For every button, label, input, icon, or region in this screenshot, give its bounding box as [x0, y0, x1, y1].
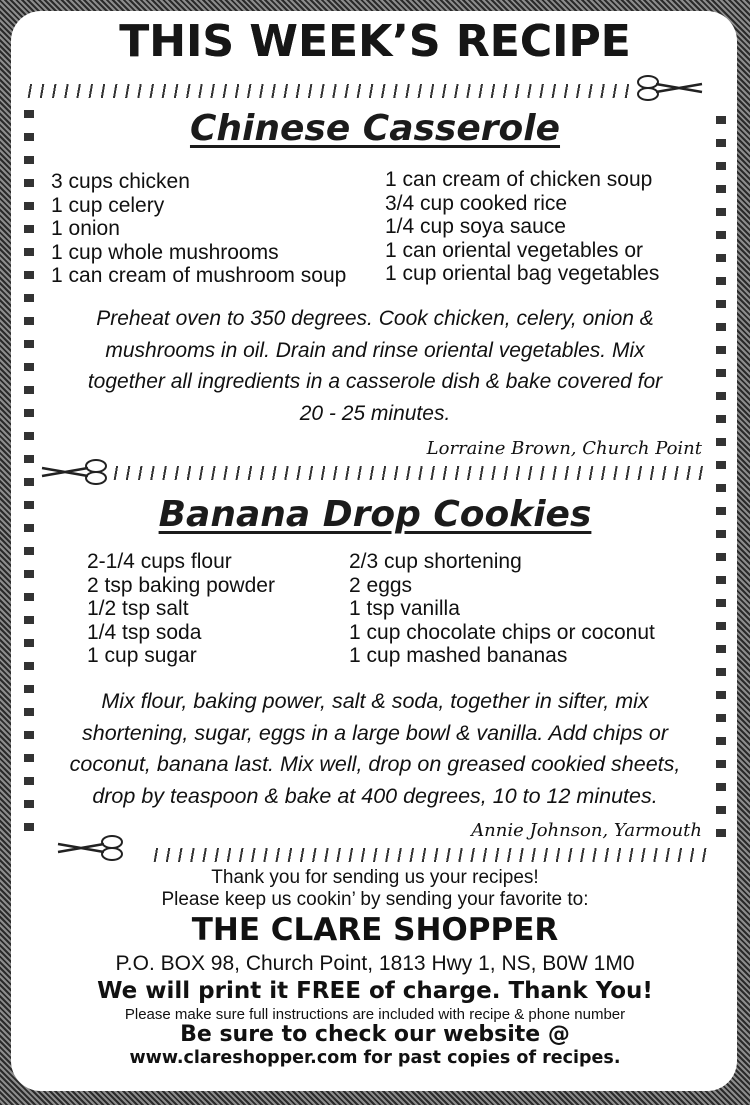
free-print-text: We will print it FREE of charge. Thank You!: [97, 978, 653, 1004]
scissors-icon: [40, 458, 110, 486]
submission-text: Please keep us cookin’ by sending your favorite to:: [161, 889, 589, 910]
recipe-instructions: Mix flour, baking power, salt & soda, together in sifter, mix shortening, sugar, eggs in a large bowl & vanilla. Add chips or coconut, banana last. Mix well, drop on greased cookied sheets, drop by teaspoon & bake at 400 degrees, 10 to 12 minutes.: [69, 689, 681, 808]
recipe-title-banana-drop-cookies: Banana Drop Cookies: [158, 494, 592, 535]
ingredients-right: [349, 550, 655, 668]
ingredient: 2/3 cup shortening: [349, 550, 522, 573]
ingredient: 2 eggs: [349, 573, 413, 597]
recipe-title-chinese-casserole: Chinese Casserole: [189, 108, 561, 149]
ingredients-left: [51, 170, 346, 288]
ingredient: 1 can cream of chicken soup: [385, 168, 653, 191]
ingredient: 1 onion: [51, 217, 120, 240]
instructions-note: Please make sure full instructions are included with recipe & phone number: [124, 1006, 626, 1023]
ingredient: 1 can cream of mushroom soup: [51, 264, 347, 287]
cut-line-top: [24, 84, 636, 98]
recipe-credit: Annie Johnson, Yarmouth: [471, 820, 702, 841]
ingredient: 1 can oriental vegetables or: [385, 238, 643, 262]
ingredient: 3 cups chicken: [51, 170, 190, 193]
website-link[interactable]: www.clareshopper.com for past copies of recipes.: [129, 1048, 621, 1068]
ingredient: 1 cup sugar: [87, 644, 197, 667]
ingredient: 2-1/4 cups flour: [87, 550, 232, 573]
ingredient: 1/2 tsp salt: [87, 597, 189, 620]
ingredient: 1 cup oriental bag vegetables: [385, 262, 660, 285]
cut-line-middle: [110, 466, 710, 480]
org-name: THE CLARE SHOPPER: [191, 912, 559, 948]
website-callout: Be sure to check our website @: [180, 1022, 570, 1047]
page-title: THIS WEEK’S RECIPE: [119, 16, 631, 67]
ingredient: 1/4 tsp soda: [87, 620, 202, 644]
ingredient: 1 cup celery: [51, 193, 165, 217]
recipe-credit: Lorraine Brown, Church Point: [426, 438, 702, 459]
ingredients-left: [87, 550, 275, 668]
ingredient: 1 cup mashed bananas: [349, 644, 568, 667]
ingredients-right: [385, 168, 659, 286]
mailing-address: P.O. BOX 98, Church Point, 1813 Hwy 1, NS, B0W 1M0: [115, 952, 635, 975]
recipe-instructions: Preheat oven to 350 degrees. Cook chicken, celery, onion & mushrooms in oil. Drain and rinse oriental vegetables. Mix together all ingredients in a casserole dish & bake covered for 20 - 25 minutes.: [87, 307, 663, 425]
ingredient: 1 cup whole mushrooms: [51, 240, 279, 264]
ingredient: 1/4 cup soya sauce: [385, 215, 566, 238]
cut-line-bottom: [150, 848, 712, 862]
scissors-icon: [56, 834, 126, 862]
ingredient: 1 tsp vanilla: [349, 597, 460, 620]
thanks-text: Thank you for sending us your recipes!: [211, 867, 539, 888]
ingredient: 3/4 cup cooked rice: [385, 191, 568, 215]
ingredient: 2 tsp baking powder: [87, 573, 275, 597]
scissors-icon: [634, 74, 704, 102]
ingredient: 1 cup chocolate chips or coconut: [349, 620, 655, 644]
